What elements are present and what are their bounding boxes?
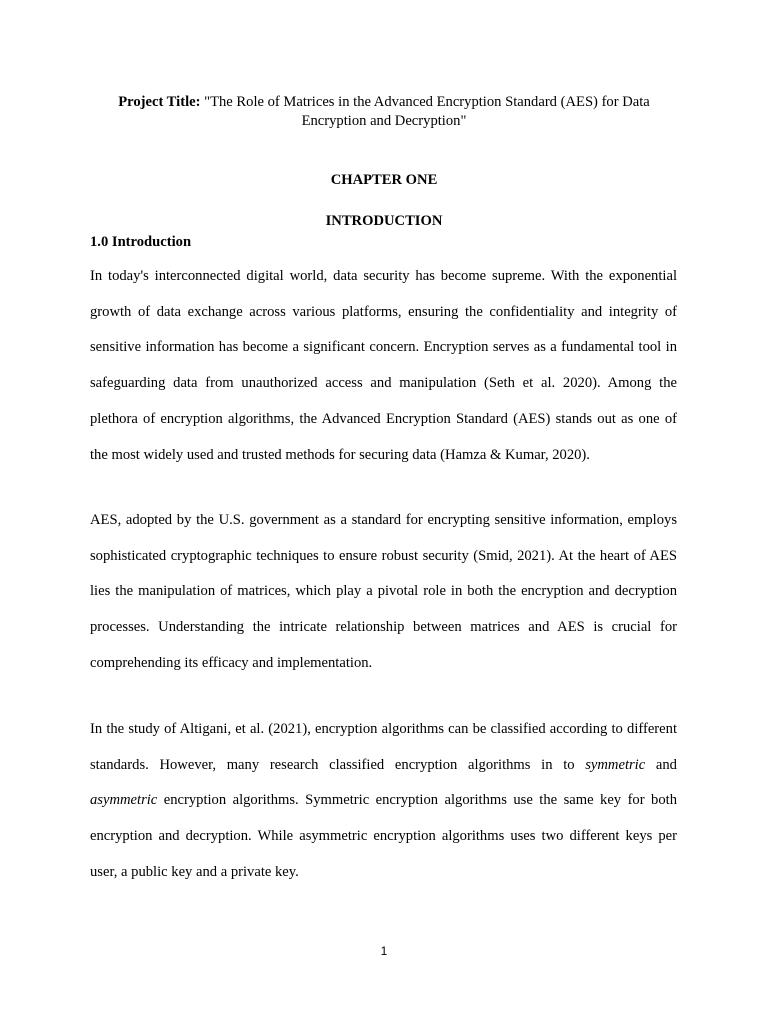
chapter-title: CHAPTER ONE: [330, 172, 438, 188]
project-title: [100, 93, 668, 131]
paragraph-3-text-a: In the study of Altigani, et al. (2021), encryption algorithms can be classified according to different standards. However, many research classified encryption algorithms in to: [90, 721, 677, 773]
chapter-subtitle: INTRODUCTION: [325, 213, 443, 229]
paragraph-3-italic-asymmetric: asymmetric: [90, 792, 158, 809]
project-title-text: "The Role of Matrices in the Advanced Encryption Standard (AES) for Data Encryption and Decryption": [200, 94, 650, 129]
paragraph-1: In today's interconnected digital world, data security has become supreme. With the exponential growth of data exchange across various platforms, ensuring the confidentiality and integrity of sensitive information has become a significant concern. Encryption serves as a fundamental tool in safeguarding data from unauthorized access and manipulation (Seth et al. 2020). Among the plethora of encryption algorithms, the Advanced Encryption Standard (AES) stands out as one of the most widely used and trusted methods for securing data (Hamza & Kumar, 2020).: [90, 268, 677, 463]
project-title-label: Project Title:: [118, 94, 201, 110]
section-heading: 1.0 Introduction: [90, 234, 192, 250]
paragraph-3-text-c: encryption algorithms. Symmetric encryption algorithms use the same key for both encryption and decryption. While asymmetric encryption algorithms uses two different keys per user, a public key and a private key.: [90, 792, 677, 880]
paragraph-3: [90, 712, 677, 891]
paragraph-3-text-b: and: [645, 756, 677, 773]
page-number: 1: [380, 944, 388, 958]
paragraph-2: AES, adopted by the U.S. government as a standard for encrypting sensitive information, employs sophisticated cryptographic techniques to ensure robust security (Smid, 2021). At the heart of AES lies the manipulation of matrices, which play a pivotal role in both the encryption and decryption processes. Understanding the intricate relationship between matrices and AES is crucial for comprehending its efficacy and implementation.: [90, 512, 677, 671]
paragraph-3-italic-symmetric: symmetric: [585, 756, 646, 773]
